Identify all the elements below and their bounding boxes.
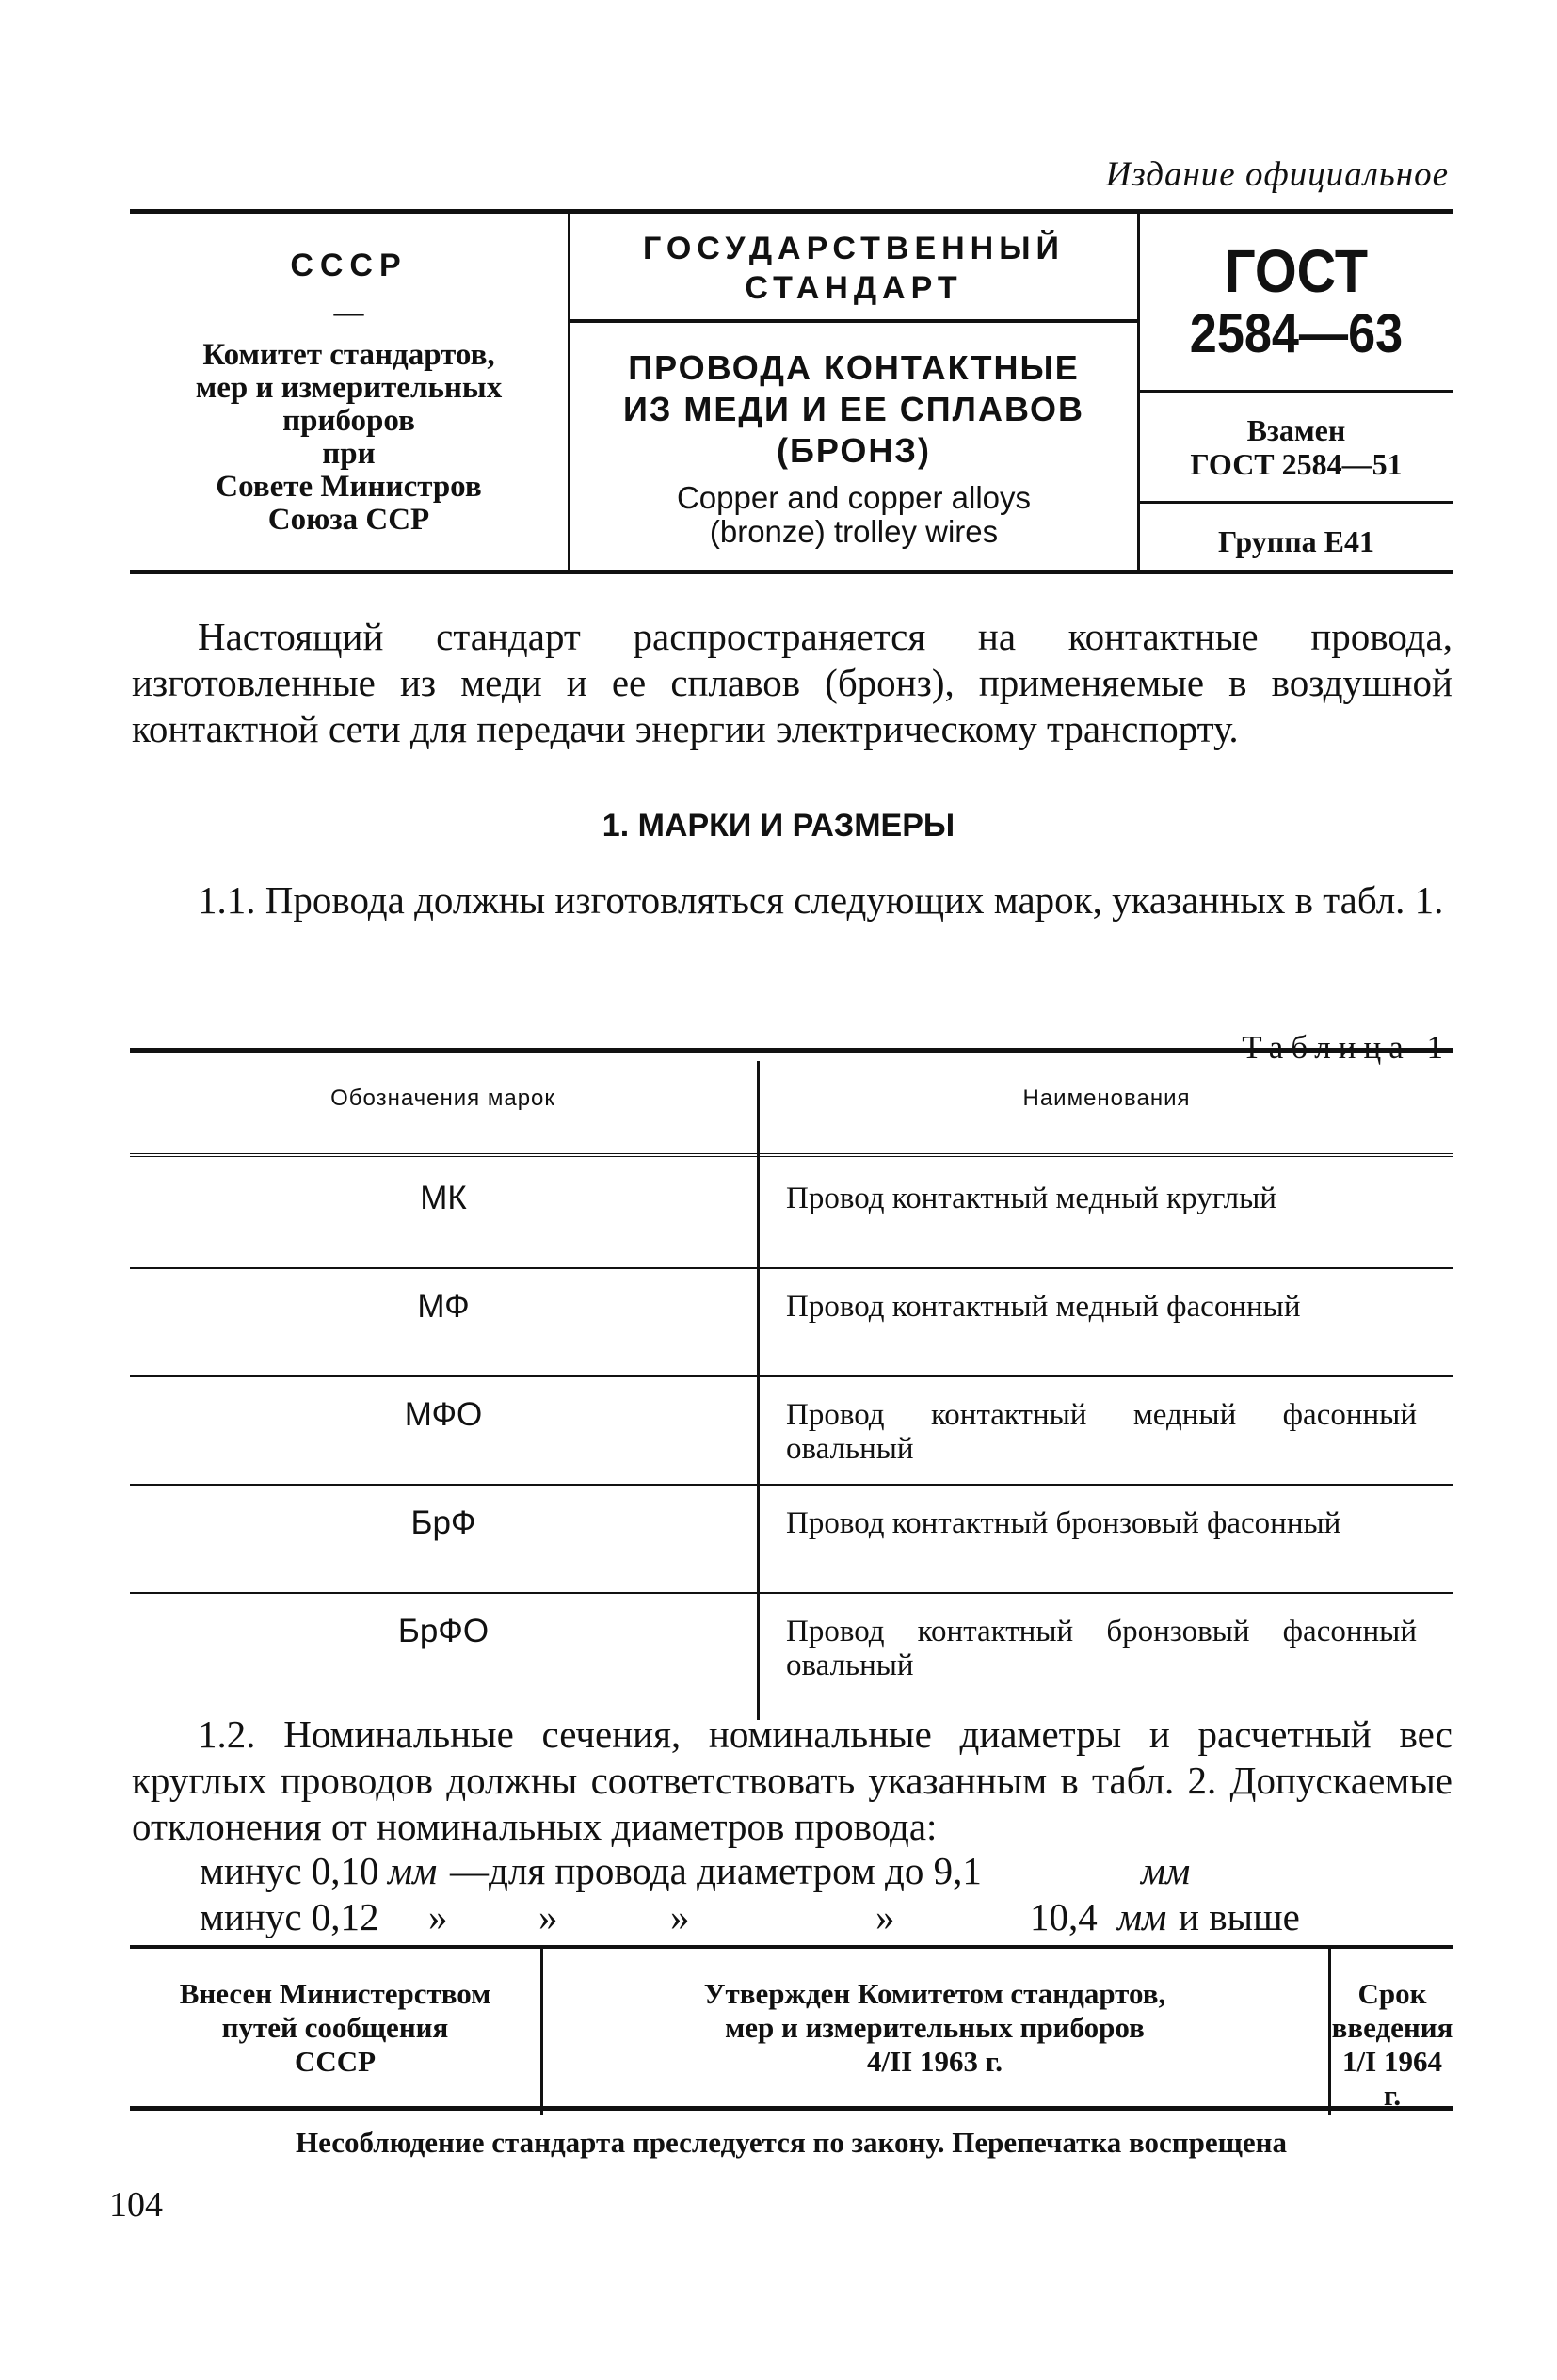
intro-paragraph: Настоящий стандарт распространяется на контактные провода, изготовленные из меди и ее сплавов (бронз), применяемые в воздушной контактной сети для передачи энергии электрическому транспорту. <box>132 615 1453 750</box>
mark-name: Провод контактный медный круглый <box>786 1182 1276 1215</box>
unit-label: мм <box>388 1849 438 1892</box>
ditto-mark: » <box>875 1895 895 1938</box>
paragraph-1-2: 1.2. Номинальные сечения, номинальные диаметры и расчетный вес круглых проводов должны соответствовать указанным в табл. 2. Допускаемые отклонения от номинальных диаметров провода: <box>132 1713 1453 1848</box>
standard-title-ru <box>570 347 1137 472</box>
section-title: 1. МАРКИ И РАЗМЕРЫ <box>602 808 955 844</box>
unit-label: мм <box>1141 1849 1191 1892</box>
table-header-rule <box>130 1153 1453 1157</box>
header-table <box>130 209 1453 574</box>
approved-by <box>544 1977 1325 2079</box>
submitted-line: путей сообщения <box>221 2011 449 2044</box>
table-row <box>130 1377 1453 1486</box>
gost-column <box>1140 214 1453 570</box>
title-ru-line: (БРОНЗ) <box>777 431 931 470</box>
state-standard-label <box>570 214 1137 323</box>
mark-code: МФО <box>404 1396 483 1433</box>
approved-line: мер и измерительных приборов <box>725 2011 1145 2044</box>
column-header-codes: Обозначения марок <box>330 1085 555 1111</box>
title-ru-line: ИЗ МЕДИ И ЕЕ СПЛАВОВ <box>622 390 1085 428</box>
column-header-names: Наименования <box>1022 1085 1191 1111</box>
mark-name: Провод контактный медный фасонный <box>786 1290 1301 1324</box>
gost-number: 2584—63 <box>1189 303 1404 364</box>
replaces-line: Взамен <box>1246 413 1346 447</box>
committee-line: Комитет стандартов, <box>202 338 495 372</box>
paragraph-1-1: 1.1. Провода должны изготовляться следующих марок, указанных в табл. 1. <box>198 878 1444 922</box>
tolerance-value: минус 0,10 <box>200 1849 379 1892</box>
table-row <box>130 1486 1453 1594</box>
group-label: Группа Е41 <box>1218 524 1374 558</box>
title-ru-line: ПРОВОДА КОНТАКТНЫЕ <box>628 348 1080 387</box>
table-row <box>130 1161 1453 1269</box>
committee-line: при <box>322 437 376 471</box>
mark-code: БрФО <box>397 1613 490 1649</box>
mark-code: МФ <box>417 1288 470 1325</box>
unit-label: мм <box>1117 1895 1167 1938</box>
replaces-block <box>1140 393 1453 504</box>
issuer-column <box>130 214 568 570</box>
mark-code: МК <box>420 1180 467 1216</box>
gost-number-block <box>1140 214 1453 393</box>
dash-separator: — <box>333 295 364 329</box>
effective-date <box>1331 1977 1453 2113</box>
approved-line: 4/II 1963 г. <box>866 2045 1003 2078</box>
tolerance-text: —для провода диаметром до 9,1 <box>450 1849 982 1892</box>
table-top-rule <box>130 1048 1453 1053</box>
footer-table <box>130 1945 1453 2111</box>
submitted-by <box>130 1977 540 2079</box>
page-number: 104 <box>109 2185 163 2225</box>
ditto-mark: » <box>428 1895 448 1938</box>
standard-title-en <box>570 481 1137 549</box>
effective-line: Срок введения <box>1331 1977 1453 2044</box>
submitted-line: Внесен Министерством <box>179 1977 491 2010</box>
effective-line: 1/I 1964 г. <box>1342 2045 1442 2112</box>
legal-warning: Несоблюдение стандарта преследуется по закону. Перепечатка воспрещена <box>296 2126 1287 2159</box>
committee-name <box>130 339 568 537</box>
title-en-line: (bronze) trolley wires <box>709 514 999 549</box>
tolerance-value: минус 0,12 <box>200 1895 379 1938</box>
title-en-line: Copper and copper alloys <box>676 480 1032 515</box>
title-column <box>568 214 1140 570</box>
ussr-label: СССР <box>290 248 408 283</box>
footer-divider <box>540 1949 543 2115</box>
mark-name: Провод контактный бронзовый фасонный <box>786 1506 1341 1540</box>
table-row <box>130 1594 1453 1707</box>
approved-line: Утвержден Комитетом стандартов, <box>703 1977 1166 2010</box>
tolerance-text: и выше <box>1179 1895 1300 1938</box>
replaces-line: ГОСТ 2584—51 <box>1190 447 1403 481</box>
ditto-mark: » <box>538 1895 558 1938</box>
ditto-mark: » <box>670 1895 690 1938</box>
state-standard-line: СТАНДАРТ <box>745 270 963 306</box>
state-standard-line: ГОСУДАРСТВЕННЫЙ <box>643 231 1065 266</box>
table-row <box>130 1269 1453 1377</box>
gost-label: ГОСТ <box>1224 237 1369 305</box>
mark-name: Провод контактный медный фасонный овальный <box>786 1398 1417 1466</box>
mark-name: Провод контактный бронзовый фасонный овальный <box>786 1615 1417 1682</box>
edition-label: Издание официальное <box>1105 155 1449 194</box>
submitted-line: СССР <box>294 2045 377 2078</box>
mark-code: БрФ <box>410 1504 476 1541</box>
table-caption: Таблица 1 <box>1242 1029 1451 1066</box>
committee-line: Союза ССР <box>267 503 430 537</box>
committee-line: Совете Министров <box>216 470 482 504</box>
committee-line: приборов <box>282 404 415 438</box>
committee-line: мер и измерительных <box>195 371 503 405</box>
tolerance-value: 10,4 <box>1030 1895 1098 1938</box>
